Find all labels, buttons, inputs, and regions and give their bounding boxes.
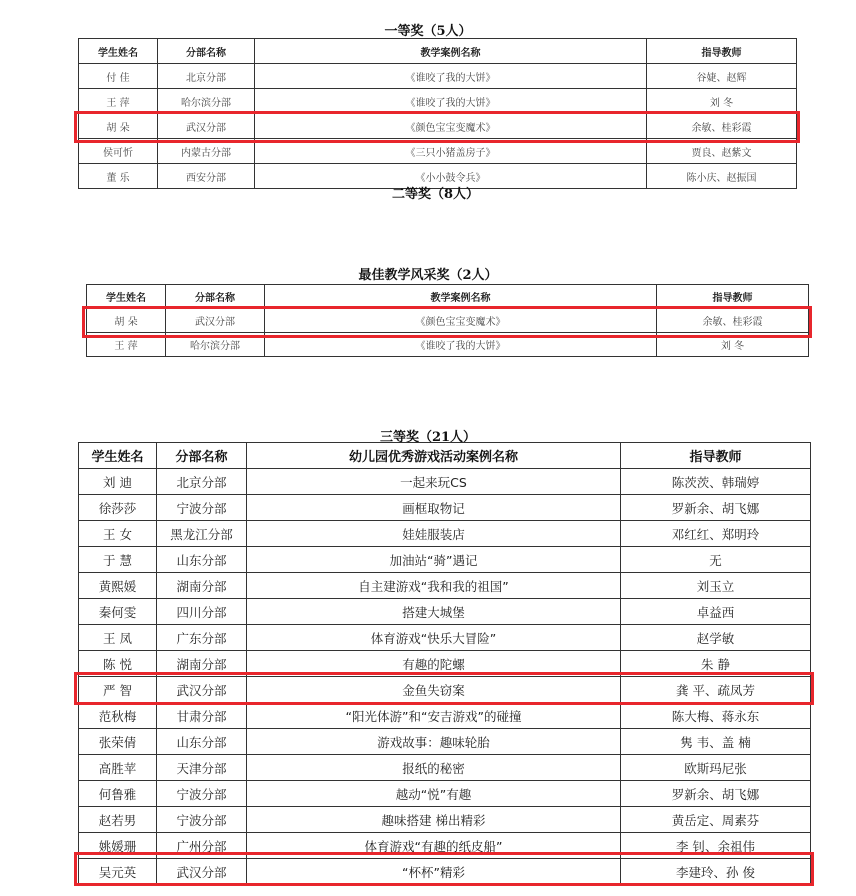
case-name-cell: 《谁咬了我的大饼》 <box>265 333 657 357</box>
table-row <box>79 139 797 164</box>
teacher-cell: 陈茨茨、韩瑞婷 <box>621 469 811 495</box>
student-name-cell: 吴元英 <box>79 859 157 885</box>
student-name-cell: 赵若男 <box>79 807 157 833</box>
case-name-cell: 游戏故事：趣味轮胎 <box>247 729 621 755</box>
header-teacher: 指导教师 <box>621 443 811 469</box>
branch-cell: 宁波分部 <box>157 807 247 833</box>
case-name-cell: 越动“悦”有趣 <box>247 781 621 807</box>
table-row <box>79 495 811 521</box>
best-teaching-style-table <box>86 284 809 357</box>
case-name-cell: 《谁咬了我的大饼》 <box>255 64 647 89</box>
branch-cell: 哈尔滨分部 <box>158 89 255 114</box>
teacher-cell: 朱 静 <box>621 651 811 677</box>
table-row <box>79 781 811 807</box>
section3-title: 三等奖（21人） <box>379 430 477 445</box>
table-row <box>79 114 797 139</box>
student-name-cell: 王 女 <box>79 521 157 547</box>
table-row <box>79 859 811 885</box>
teacher-cell: 黄岳定、周素芬 <box>621 807 811 833</box>
branch-cell: 西安分部 <box>158 164 255 189</box>
header-branch: 分部名称 <box>166 285 265 309</box>
table-row <box>79 729 811 755</box>
header-student-name: 学生姓名 <box>87 285 166 309</box>
teacher-cell: 余敏、桂彩霞 <box>657 309 809 333</box>
teacher-cell: 贾良、赵紫文 <box>647 139 797 164</box>
table-row <box>79 755 811 781</box>
case-name-cell: 娃娃服装店 <box>247 521 621 547</box>
student-name-cell: 刘 迪 <box>79 469 157 495</box>
case-name-cell: 体育游戏“有趣的纸皮船” <box>247 833 621 859</box>
branch-cell: 湖南分部 <box>157 651 247 677</box>
student-name-cell: 侯可忻 <box>79 139 158 164</box>
branch-cell: 山东分部 <box>157 547 247 573</box>
header-branch: 分部名称 <box>158 39 255 64</box>
table-row <box>79 703 811 729</box>
branch-cell: 宁波分部 <box>157 495 247 521</box>
table-row <box>79 64 797 89</box>
student-name-cell: 陈 悦 <box>79 651 157 677</box>
student-name-cell: 王 萍 <box>87 333 166 357</box>
branch-cell: 武汉分部 <box>157 859 247 885</box>
table-row <box>79 833 811 859</box>
branch-cell: 四川分部 <box>157 599 247 625</box>
student-name-cell: 张荣倩 <box>79 729 157 755</box>
table-row <box>79 651 811 677</box>
student-name-cell: 徐莎莎 <box>79 495 157 521</box>
branch-cell: 哈尔滨分部 <box>166 333 265 357</box>
case-name-cell: “阳光体游”和“安吉游戏”的碰撞 <box>247 703 621 729</box>
table-row <box>79 469 811 495</box>
branch-cell: 北京分部 <box>158 64 255 89</box>
branch-cell: 湖南分部 <box>157 573 247 599</box>
case-name-cell: 搭建大城堡 <box>247 599 621 625</box>
header-activity-name: 幼儿园优秀游戏活动案例名称 <box>247 443 621 469</box>
branch-cell: 天津分部 <box>157 755 247 781</box>
branch-cell: 广州分部 <box>157 833 247 859</box>
table-row <box>79 547 811 573</box>
branch-cell: 武汉分部 <box>166 309 265 333</box>
first-prize-table <box>78 38 797 189</box>
teacher-cell: 刘 冬 <box>647 89 797 114</box>
header-case-name: 教学案例名称 <box>265 285 657 309</box>
table-row <box>79 677 811 703</box>
branch-cell: 宁波分部 <box>157 781 247 807</box>
case-name-cell: 体育游戏“快乐大冒险” <box>247 625 621 651</box>
branch-cell: 山东分部 <box>157 729 247 755</box>
teacher-cell: 隽 韦、盖 楠 <box>621 729 811 755</box>
header-student-name: 学生姓名 <box>79 443 157 469</box>
teacher-cell: 陈大梅、蒋永东 <box>621 703 811 729</box>
header-student-name: 学生姓名 <box>79 39 158 64</box>
second-prize-title-cut: 二等奖（8人） <box>392 187 480 202</box>
header-teacher: 指导教师 <box>657 285 809 309</box>
teacher-cell: 赵学敏 <box>621 625 811 651</box>
third-prize-table <box>78 442 811 885</box>
case-name-cell: 《三只小猪盖房子》 <box>255 139 647 164</box>
case-name-cell: 《谁咬了我的大饼》 <box>255 89 647 114</box>
case-name-cell: 有趣的陀螺 <box>247 651 621 677</box>
branch-cell: 北京分部 <box>157 469 247 495</box>
student-name-cell: 付 佳 <box>79 64 158 89</box>
teacher-cell: 罗新余、胡飞娜 <box>621 495 811 521</box>
teacher-cell: 谷婕、赵辉 <box>647 64 797 89</box>
student-name-cell: 高胜苹 <box>79 755 157 781</box>
student-name-cell: 何鲁雅 <box>79 781 157 807</box>
teacher-cell: 李建玲、孙 俊 <box>621 859 811 885</box>
case-name-cell: 《小小鼓令兵》 <box>255 164 647 189</box>
table-row <box>79 521 811 547</box>
table-row <box>79 164 797 189</box>
teacher-cell: 邓红红、郑明玲 <box>621 521 811 547</box>
case-name-cell: 报纸的秘密 <box>247 755 621 781</box>
table-row <box>87 333 809 357</box>
branch-cell: 武汉分部 <box>157 677 247 703</box>
student-name-cell: 董 乐 <box>79 164 158 189</box>
teacher-cell: 李 钊、余祖伟 <box>621 833 811 859</box>
student-name-cell: 严 智 <box>79 677 157 703</box>
student-name-cell: 王 萍 <box>79 89 158 114</box>
table-row <box>79 599 811 625</box>
teacher-cell: 欧斯玛尼张 <box>621 755 811 781</box>
branch-cell: 广东分部 <box>157 625 247 651</box>
branch-cell: 内蒙古分部 <box>158 139 255 164</box>
teacher-cell: 刘玉立 <box>621 573 811 599</box>
student-name-cell: 黄熙媛 <box>79 573 157 599</box>
student-name-cell: 秦何雯 <box>79 599 157 625</box>
table-row <box>79 807 811 833</box>
student-name-cell: 范秋梅 <box>79 703 157 729</box>
student-name-cell: 于 慧 <box>79 547 157 573</box>
case-name-cell: 金鱼失窃案 <box>247 677 621 703</box>
student-name-cell: 姚媛珊 <box>79 833 157 859</box>
teacher-cell: 陈小庆、赵振国 <box>647 164 797 189</box>
table-row <box>79 625 811 651</box>
branch-cell: 武汉分部 <box>158 114 255 139</box>
student-name-cell: 胡 朵 <box>79 114 158 139</box>
teacher-cell: 刘 冬 <box>657 333 809 357</box>
case-name-cell: “杯杯”精彩 <box>247 859 621 885</box>
header-case-name: 教学案例名称 <box>255 39 647 64</box>
table-row <box>79 573 811 599</box>
case-name-cell: 一起来玩CS <box>247 469 621 495</box>
case-name-cell: 趣味搭建 梯出精彩 <box>247 807 621 833</box>
branch-cell: 黑龙江分部 <box>157 521 247 547</box>
case-name-cell: 加油站“骑”遇记 <box>247 547 621 573</box>
table-row <box>87 309 809 333</box>
teacher-cell: 卓益西 <box>621 599 811 625</box>
case-name-cell: 自主建游戏“我和我的祖国” <box>247 573 621 599</box>
student-name-cell: 王 凤 <box>79 625 157 651</box>
teacher-cell: 龚 平、疏凤芳 <box>621 677 811 703</box>
teacher-cell: 无 <box>621 547 811 573</box>
case-name-cell: 《颜色宝宝变魔术》 <box>265 309 657 333</box>
student-name-cell: 胡 朵 <box>87 309 166 333</box>
teacher-cell: 余敏、桂彩霞 <box>647 114 797 139</box>
section1-title: 一等奖（5人） <box>384 24 472 39</box>
table-row <box>79 89 797 114</box>
case-name-cell: 《颜色宝宝变魔术》 <box>255 114 647 139</box>
teacher-cell: 罗新余、胡飞娜 <box>621 781 811 807</box>
branch-cell: 甘肃分部 <box>157 703 247 729</box>
header-teacher: 指导教师 <box>647 39 797 64</box>
section2-title: 最佳教学风采奖（2人） <box>358 268 498 283</box>
case-name-cell: 画框取物记 <box>247 495 621 521</box>
header-branch: 分部名称 <box>157 443 247 469</box>
